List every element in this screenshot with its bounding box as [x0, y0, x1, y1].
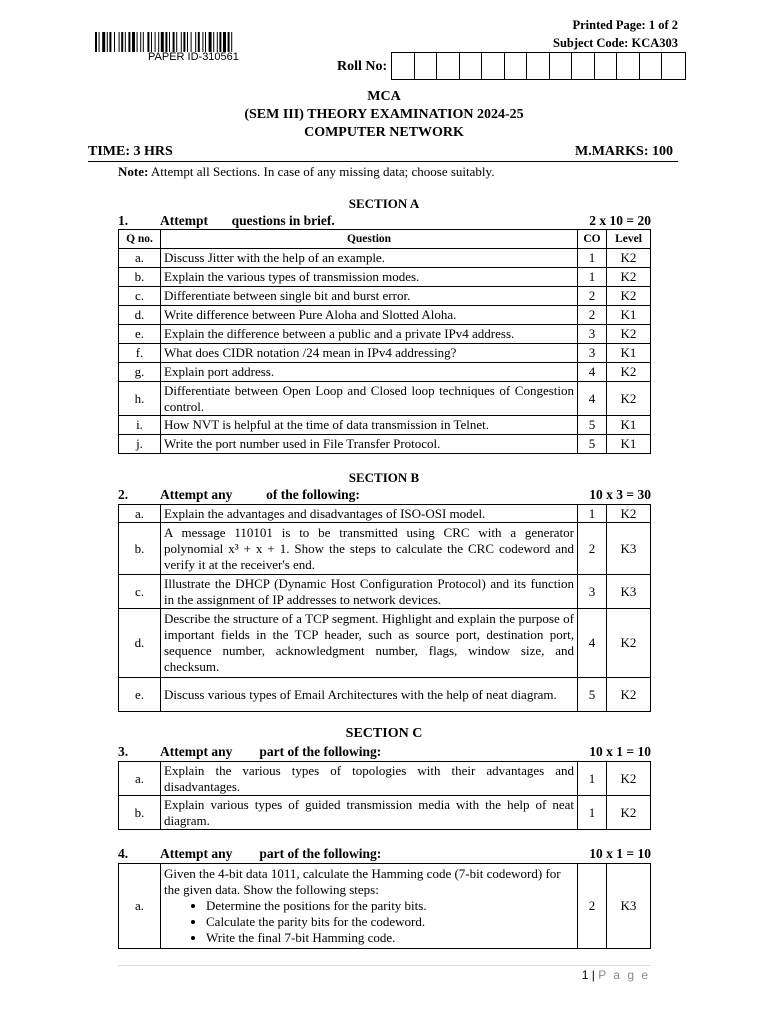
table-row — [119, 435, 651, 454]
subject-code: Subject Code: KCA303 — [553, 36, 678, 50]
page-footer — [582, 968, 650, 982]
roll-no-digit-box[interactable] — [640, 53, 663, 79]
barcode-bar — [213, 32, 214, 52]
step-item: • Determine the positions for the parity bits. — [206, 898, 574, 914]
barcode-bar — [205, 32, 206, 52]
barcode-bar — [155, 32, 156, 52]
barcode-bar — [107, 32, 108, 52]
row-level: K3 — [607, 864, 651, 949]
row-co: 2 — [578, 523, 607, 575]
row-qno: d. — [119, 609, 161, 678]
row-qno: c. — [119, 287, 161, 306]
table-header-row — [119, 230, 651, 249]
q3-instruction: Attempt any part of the following: — [160, 744, 382, 759]
row-level: K2 — [607, 249, 651, 268]
step-item: • Write the final 7-bit Hamming code. — [206, 930, 574, 946]
row-co: 3 — [578, 344, 607, 363]
barcode-bar — [223, 32, 226, 52]
table-row — [119, 523, 651, 575]
table-row — [119, 678, 651, 712]
row-question: Explain the various types of transmission modes. — [161, 268, 578, 287]
program-title: MCA — [367, 89, 401, 104]
row-qno: g. — [119, 363, 161, 382]
page-separator: | — [591, 968, 595, 982]
barcode-bar — [140, 32, 141, 52]
barcode-bar — [151, 32, 152, 52]
row-level: K3 — [607, 523, 651, 575]
row-qno: j. — [119, 435, 161, 454]
barcode-bar — [176, 32, 177, 52]
table-row — [119, 762, 651, 796]
roll-no-digit-box[interactable] — [415, 53, 438, 79]
section-b-table — [118, 504, 651, 712]
q4-table — [118, 863, 651, 949]
roll-no-digit-box[interactable] — [527, 53, 550, 79]
row-qno: e. — [119, 325, 161, 344]
step-list — [164, 898, 574, 946]
table-row — [119, 249, 651, 268]
barcode — [95, 32, 305, 52]
table-row — [119, 268, 651, 287]
q4-number: 4. — [118, 846, 129, 861]
table-row — [119, 796, 651, 830]
q2-instruction: Attempt any of the following: — [160, 487, 360, 502]
section-a-heading: SECTION A — [348, 196, 420, 211]
note — [118, 164, 494, 180]
row-co: 2 — [578, 864, 607, 949]
barcode-bar — [191, 32, 192, 52]
paper-id: PAPER ID-310561 — [148, 51, 239, 63]
barcode-bar — [119, 32, 120, 52]
barcode-bar — [121, 32, 123, 52]
row-qno: c. — [119, 575, 161, 609]
barcode-bar — [137, 32, 138, 52]
section-a-table — [118, 229, 651, 454]
barcode-bar — [125, 32, 126, 52]
note-text: Attempt all Sections. In case of any missing data; choose suitably. — [148, 164, 495, 179]
row-qno: b. — [119, 523, 161, 575]
barcode-bar — [169, 32, 170, 52]
row-level: K2 — [607, 505, 651, 523]
barcode-bar — [187, 32, 188, 52]
roll-no-digit-box[interactable] — [392, 53, 415, 79]
q4-marks: 10 x 1 = 10 — [589, 846, 651, 861]
row-question: How NVT is helpful at the time of data transmission in Telnet. — [161, 416, 578, 435]
col-header-question: Question — [161, 230, 578, 249]
table-row — [119, 325, 651, 344]
row-question: A message 110101 is to be transmitted using CRC with a generator polynomial x³ + x + 1. Show the steps to calculate the CRC codeword and verify it at the receiver's end. — [161, 523, 578, 575]
barcode-bar — [202, 32, 203, 52]
row-level: K2 — [607, 796, 651, 830]
row-co: 4 — [578, 382, 607, 416]
printed-page: Printed Page: 1 of 2 — [572, 18, 678, 32]
row-qno: d. — [119, 306, 161, 325]
row-co: 3 — [578, 575, 607, 609]
col-header-level: Level — [607, 230, 651, 249]
barcode-bar — [173, 32, 175, 52]
roll-no-digit-box[interactable] — [550, 53, 573, 79]
q1-marks: 2 x 10 = 20 — [589, 213, 651, 228]
barcode-bar — [102, 32, 105, 52]
barcode-bar — [147, 32, 149, 52]
row-qno: a. — [119, 762, 161, 796]
row-level: K2 — [607, 382, 651, 416]
table-row — [119, 306, 651, 325]
row-level: K1 — [607, 344, 651, 363]
barcode-bar — [95, 32, 97, 52]
barcode-bar — [99, 32, 100, 52]
roll-no-digit-box[interactable] — [437, 53, 460, 79]
q3-marks: 10 x 1 = 10 — [589, 744, 651, 759]
section-c-heading: SECTION C — [345, 726, 423, 741]
row-question: Discuss various types of Email Architectures with the help of neat diagram. — [161, 678, 578, 712]
row-qno: b. — [119, 796, 161, 830]
note-prefix: Note: — [118, 164, 149, 179]
barcode-bar — [132, 32, 135, 52]
q2-marks: 10 x 3 = 30 — [589, 487, 651, 502]
barcode-bar — [158, 32, 159, 52]
roll-no-digit-box[interactable] — [617, 53, 640, 79]
row-qno: a. — [119, 864, 161, 949]
row-question: Differentiate between Open Loop and Closed loop techniques of Congestion control. — [161, 382, 578, 416]
row-question: Write the port number used in File Transfer Protocol. — [161, 435, 578, 454]
row-question: Write difference between Pure Aloha and Slotted Aloha. — [161, 306, 578, 325]
max-marks-label: M.MARKS: 100 — [575, 144, 673, 159]
row-level: K2 — [607, 609, 651, 678]
barcode-bar — [114, 32, 115, 52]
barcode-bar — [109, 32, 111, 52]
row-level: K2 — [607, 678, 651, 712]
barcode-bar — [165, 32, 167, 52]
section-b-heading: SECTION B — [348, 470, 420, 485]
barcode-bar — [181, 32, 182, 52]
table-row — [119, 505, 651, 523]
q2-number: 2. — [118, 487, 129, 502]
roll-no-digit-box[interactable] — [662, 53, 685, 79]
row-question: Describe the structure of a TCP segment. Highlight and explain the purpose of important fields in the TCP header, such as source port, destination port, sequence number, acknowledgment number, flags, window size, and checksum. — [161, 609, 578, 678]
row-question-text: Given the 4-bit data 1011, calculate the Hamming code (7-bit codeword) for the given data. Show the following steps: — [164, 866, 561, 897]
barcode-bar — [161, 32, 164, 52]
roll-no-boxes[interactable] — [391, 52, 686, 80]
row-co: 1 — [578, 249, 607, 268]
page-info — [553, 16, 678, 52]
barcode-bar — [217, 32, 218, 52]
row-qno: b. — [119, 268, 161, 287]
roll-no-digit-box[interactable] — [505, 53, 528, 79]
row-level: K2 — [607, 268, 651, 287]
row-co: 2 — [578, 287, 607, 306]
barcode-bar — [143, 32, 144, 52]
col-header-qno: Q no. — [119, 230, 161, 249]
row-level: K3 — [607, 575, 651, 609]
row-qno: a. — [119, 249, 161, 268]
barcode-bar — [198, 32, 200, 52]
row-co: 1 — [578, 796, 607, 830]
table-row — [119, 363, 651, 382]
barcode-bar — [128, 32, 130, 52]
row-question: Explain port address. — [161, 363, 578, 382]
roll-no-digit-box[interactable] — [572, 53, 595, 79]
row-level: K2 — [607, 325, 651, 344]
row-co: 4 — [578, 609, 607, 678]
row-level: K1 — [607, 416, 651, 435]
row-question: Differentiate between single bit and burst error. — [161, 287, 578, 306]
table-row — [119, 575, 651, 609]
q3-number: 3. — [118, 744, 129, 759]
barcode-bar — [209, 32, 212, 52]
time-label: TIME: 3 HRS — [88, 144, 173, 159]
header-divider — [88, 161, 678, 162]
row-qno: f. — [119, 344, 161, 363]
row-question: Illustrate the DHCP (Dynamic Host Configuration Protocol) and its function in the assignment of IP addresses to network devices. — [161, 575, 578, 609]
roll-no-digit-box[interactable] — [595, 53, 618, 79]
row-co: 4 — [578, 363, 607, 382]
footer-divider — [118, 965, 651, 966]
row-co: 1 — [578, 505, 607, 523]
row-question: Explain various types of guided transmission media with the help of neat diagram. — [161, 796, 578, 830]
barcode-bar — [231, 32, 232, 52]
row-question: Explain the difference between a public and a private IPv4 address. — [161, 325, 578, 344]
row-co: 3 — [578, 325, 607, 344]
page-number: 1 — [581, 968, 589, 982]
col-header-co: CO — [578, 230, 607, 249]
row-co: 1 — [578, 762, 607, 796]
time-marks-line — [88, 144, 673, 160]
row-question — [161, 864, 578, 949]
q4-line — [118, 846, 651, 862]
row-co: 5 — [578, 678, 607, 712]
barcode-bar — [195, 32, 196, 52]
barcode-bar — [183, 32, 185, 52]
table-row — [119, 287, 651, 306]
barcode-bar — [228, 32, 230, 52]
row-question: Explain the various types of topologies with their advantages and disadvantages. — [161, 762, 578, 796]
q1-number: 1. — [118, 213, 129, 228]
q4-instruction: Attempt any part of the following: — [160, 846, 382, 861]
table-row — [119, 864, 651, 949]
page-word: P a g e — [598, 968, 650, 982]
roll-no-digit-box[interactable] — [460, 53, 483, 79]
roll-no-digit-box[interactable] — [482, 53, 505, 79]
row-qno: h. — [119, 382, 161, 416]
row-level: K2 — [607, 762, 651, 796]
q1-line — [118, 213, 651, 229]
row-co: 1 — [578, 268, 607, 287]
row-co: 2 — [578, 306, 607, 325]
table-row — [119, 344, 651, 363]
row-qno: i. — [119, 416, 161, 435]
row-level: K1 — [607, 435, 651, 454]
table-row — [119, 416, 651, 435]
roll-no-label: Roll No: — [337, 59, 388, 74]
row-level: K2 — [607, 287, 651, 306]
row-question: What does CIDR notation /24 mean in IPv4 addressing? — [161, 344, 578, 363]
q1-instruction: Attempt questions in brief. — [160, 213, 335, 228]
q3-table — [118, 761, 651, 830]
row-question: Explain the advantages and disadvantages of ISO-OSI model. — [161, 505, 578, 523]
row-co: 5 — [578, 435, 607, 454]
row-level: K1 — [607, 306, 651, 325]
table-row — [119, 382, 651, 416]
exam-title: (SEM III) THEORY EXAMINATION 2024-25 — [244, 107, 524, 122]
row-qno: a. — [119, 505, 161, 523]
subject-title: COMPUTER NETWORK — [304, 125, 464, 140]
table-row — [119, 609, 651, 678]
barcode-bar — [219, 32, 221, 52]
row-qno: e. — [119, 678, 161, 712]
step-item: • Calculate the parity bits for the codeword. — [206, 914, 574, 930]
row-level: K2 — [607, 363, 651, 382]
q2-line — [118, 487, 651, 503]
row-co: 5 — [578, 416, 607, 435]
q3-line — [118, 744, 651, 760]
row-question: Discuss Jitter with the help of an example. — [161, 249, 578, 268]
